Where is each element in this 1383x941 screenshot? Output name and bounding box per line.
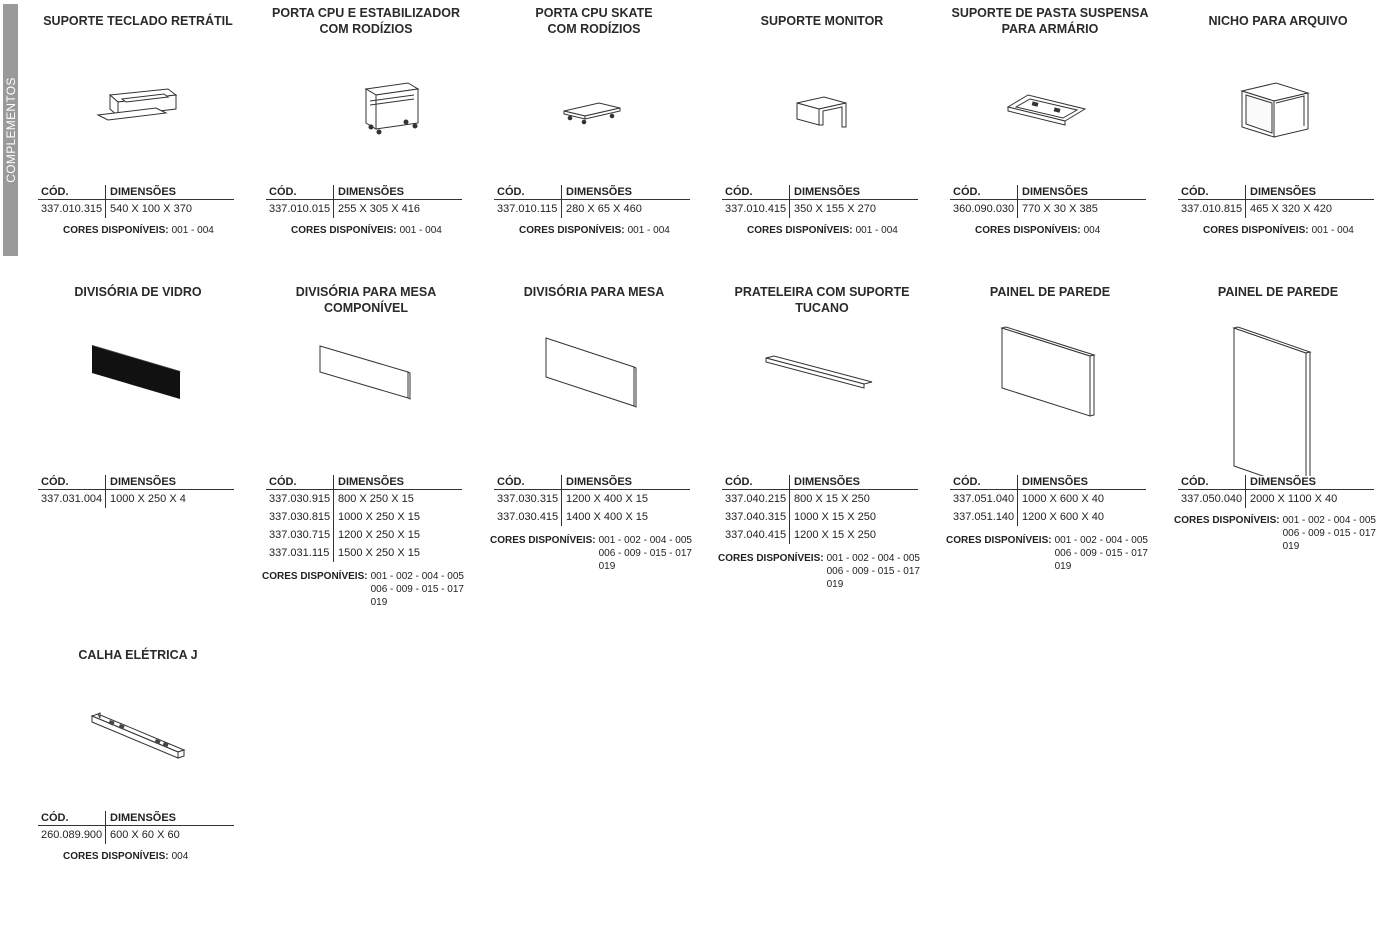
- product-dimensions: 1000 X 600 X 40: [1022, 493, 1104, 505]
- product-title-line: SUPORTE MONITOR: [760, 14, 884, 28]
- product-title: [484, 284, 704, 300]
- product-card: [38, 5, 238, 315]
- colors-label: CORES DISPONÍVEIS:: [63, 225, 169, 236]
- product-title-line: DIVISÓRIA PARA MESA: [523, 285, 665, 299]
- colors-line: 019: [598, 561, 616, 572]
- product-illustration: [722, 316, 922, 426]
- product-code: 337.040.415: [722, 526, 790, 544]
- product-title: [256, 284, 476, 316]
- dimensions-header: DIMENSÕES: [566, 476, 633, 488]
- colors-values: [827, 552, 920, 591]
- product-dimensions: 1000 X 250 X 15: [338, 511, 420, 523]
- colors-label: CORES DISPONÍVEIS:: [63, 851, 169, 862]
- colors-line: 001 - 004: [627, 225, 670, 236]
- product-card: [38, 639, 238, 941]
- product-dimensions: 1200 X 400 X 15: [566, 493, 648, 505]
- product-card: [1174, 276, 1378, 605]
- spec-table: [950, 185, 1146, 218]
- available-colors: [1174, 514, 1376, 553]
- spec-table: [38, 475, 234, 508]
- dimensions-header: DIMENSÕES: [1022, 186, 1089, 198]
- colors-line: 001 - 004: [1311, 225, 1354, 236]
- colors-label: CORES DISPONÍVEIS:: [519, 225, 625, 236]
- product-card: [718, 276, 922, 605]
- product-card: [722, 5, 922, 315]
- available-colors: [63, 850, 188, 863]
- product-card: [950, 5, 1150, 315]
- product-code: 337.031.004: [38, 490, 106, 508]
- colors-line: 001 - 002 - 004 - 005: [370, 571, 464, 582]
- spec-table-header: [494, 185, 690, 200]
- product-dimensions: 800 X 250 X 15: [338, 493, 414, 505]
- spec-table: [722, 475, 918, 544]
- product-dimensions: 1000 X 15 X 250: [794, 511, 876, 523]
- product-title: [940, 5, 1160, 37]
- dimensions-header: DIMENSÕES: [110, 812, 177, 824]
- spec-table: [38, 185, 234, 218]
- code-header: CÓD.: [722, 185, 790, 199]
- spec-table-header: [38, 185, 234, 200]
- dimensions-header: DIMENSÕES: [794, 476, 861, 488]
- colors-label: CORES DISPONÍVEIS:: [718, 553, 824, 564]
- product-title-line: DIVISÓRIA DE VIDRO: [74, 285, 202, 299]
- spec-table: [266, 185, 462, 218]
- colors-line: 001 - 002 - 004 - 005: [1054, 535, 1148, 546]
- product-dimensions: 2000 X 1100 X 40: [1250, 493, 1338, 505]
- product-dimensions: 255 X 305 X 416: [338, 203, 420, 215]
- product-title-line: SUPORTE DE PASTA SUSPENSA: [951, 6, 1149, 20]
- available-colors: [291, 224, 442, 237]
- dimensions-header: DIMENSÕES: [110, 186, 177, 198]
- product-code: 360.090.030: [950, 200, 1018, 218]
- product-code: 337.030.315: [494, 490, 562, 508]
- dimensions-header: DIMENSÕES: [794, 186, 861, 198]
- product-title: [28, 13, 248, 29]
- product-illustration: [950, 316, 1150, 426]
- product-dimensions: 1200 X 600 X 40: [1022, 511, 1104, 523]
- colors-line: 006 - 009 - 015 - 017: [826, 566, 920, 577]
- available-colors: [718, 552, 920, 591]
- colors-values: [1283, 514, 1376, 553]
- product-code: 337.030.915: [266, 490, 334, 508]
- code-header: CÓD.: [494, 475, 562, 489]
- product-code: 337.040.315: [722, 508, 790, 526]
- section-label: COMPLEMENTOS: [3, 77, 18, 183]
- product-dimensions: 465 X 320 X 420: [1250, 203, 1332, 215]
- product-card: [1178, 5, 1378, 315]
- product-title: [256, 5, 476, 37]
- colors-label: CORES DISPONÍVEIS:: [1174, 515, 1280, 526]
- colors-label: CORES DISPONÍVEIS:: [946, 535, 1052, 546]
- spec-table: [1178, 185, 1374, 218]
- spec-table-header: [266, 475, 462, 490]
- table-row: [722, 526, 918, 544]
- code-header: CÓD.: [950, 475, 1018, 489]
- product-title-line: COM RODÍZIOS: [319, 22, 413, 36]
- spec-table-header: [1178, 185, 1374, 200]
- product-dimensions: 770 X 30 X 385: [1022, 203, 1098, 215]
- product-illustration: [950, 45, 1150, 155]
- table-row: [494, 490, 690, 508]
- product-illustration: [722, 45, 922, 155]
- table-row: [950, 490, 1146, 508]
- product-code: 337.010.815: [1178, 200, 1246, 218]
- colors-values: [400, 224, 442, 237]
- table-row: [38, 200, 234, 218]
- colors-values: [172, 850, 189, 863]
- product-code: 337.010.115: [494, 200, 562, 218]
- product-code: 337.010.415: [722, 200, 790, 218]
- dimensions-header: DIMENSÕES: [338, 186, 405, 198]
- table-row: [950, 508, 1146, 526]
- product-illustration: [266, 45, 466, 155]
- spec-table-header: [950, 185, 1146, 200]
- product-dimensions: 1200 X 250 X 15: [338, 529, 420, 541]
- code-header: CÓD.: [950, 185, 1018, 199]
- colors-label: CORES DISPONÍVEIS:: [262, 571, 368, 582]
- product-title-line: COM RODÍZIOS: [547, 22, 641, 36]
- product-title-line: CALHA ELÉTRICA J: [78, 648, 198, 662]
- product-code: 337.010.315: [38, 200, 106, 218]
- available-colors: [747, 224, 898, 237]
- product-code: 337.030.415: [494, 508, 562, 526]
- colors-values: [1084, 224, 1101, 237]
- colors-line: 001 - 002 - 004 - 005: [1282, 515, 1376, 526]
- code-header: CÓD.: [38, 811, 106, 825]
- product-title: [28, 647, 248, 663]
- colors-line: 019: [370, 597, 388, 608]
- product-title-line: PORTA CPU SKATE: [535, 6, 653, 20]
- code-header: CÓD.: [722, 475, 790, 489]
- product-code: 337.030.815: [266, 508, 334, 526]
- available-colors: [63, 224, 214, 237]
- table-row: [722, 200, 918, 218]
- spec-table: [1178, 475, 1374, 508]
- product-illustration: [1178, 45, 1378, 155]
- available-colors: [262, 570, 464, 609]
- product-code: 337.031.115: [266, 544, 334, 562]
- product-title-line: DIVISÓRIA PARA MESA COMPONÍVEL: [295, 285, 437, 315]
- product-code: 337.040.215: [722, 490, 790, 508]
- table-row: [266, 508, 462, 526]
- spec-table: [494, 185, 690, 218]
- colors-line: 006 - 009 - 015 - 017: [370, 584, 464, 595]
- table-row: [266, 544, 462, 562]
- product-illustration: [494, 45, 694, 155]
- product-card: [266, 5, 466, 315]
- product-title: [712, 13, 932, 29]
- table-row: [38, 826, 234, 844]
- dimensions-header: DIMENSÕES: [1022, 476, 1089, 488]
- product-illustration: [38, 316, 238, 426]
- product-title-line: PRATELEIRA COM SUPORTE TUCANO: [734, 285, 910, 315]
- colors-line: 001 - 004: [171, 225, 214, 236]
- product-code: 337.030.715: [266, 526, 334, 544]
- product-card: [262, 276, 466, 608]
- product-dimensions: 1500 X 250 X 15: [338, 547, 420, 559]
- product-title: [1168, 284, 1383, 300]
- product-title-line: PAINEL DE PAREDE: [1217, 285, 1339, 299]
- colors-values: [856, 224, 898, 237]
- product-dimensions: 1400 X 400 X 15: [566, 511, 648, 523]
- spec-table-header: [950, 475, 1146, 490]
- colors-label: CORES DISPONÍVEIS:: [490, 535, 596, 546]
- product-code: 337.051.140: [950, 508, 1018, 526]
- product-illustration: [266, 316, 466, 426]
- product-title-line: PORTA CPU E ESTABILIZADOR: [272, 6, 460, 20]
- dimensions-header: DIMENSÕES: [1250, 476, 1317, 488]
- product-title-line: PAINEL DE PAREDE: [989, 285, 1111, 299]
- spec-table: [38, 811, 234, 844]
- code-header: CÓD.: [266, 475, 334, 489]
- colors-values: [1312, 224, 1354, 237]
- colors-values: [371, 570, 464, 609]
- table-row: [1178, 200, 1374, 218]
- colors-line: 019: [1054, 561, 1072, 572]
- colors-line: 006 - 009 - 015 - 017: [1282, 528, 1376, 539]
- spec-table: [950, 475, 1146, 526]
- product-dimensions: 600 X 60 X 60: [110, 829, 180, 841]
- product-dimensions: 540 X 100 X 370: [110, 203, 192, 215]
- colors-label: CORES DISPONÍVEIS:: [975, 225, 1081, 236]
- product-card: [490, 276, 694, 605]
- product-dimensions: 350 X 155 X 270: [794, 203, 876, 215]
- spec-table-header: [722, 185, 918, 200]
- product-illustration: [38, 45, 238, 155]
- table-row: [494, 508, 690, 526]
- table-row: [950, 200, 1146, 218]
- product-title: [940, 284, 1160, 300]
- colors-line: 001 - 002 - 004 - 005: [598, 535, 692, 546]
- spec-table: [266, 475, 462, 562]
- colors-line: 019: [826, 579, 844, 590]
- code-header: CÓD.: [1178, 185, 1246, 199]
- colors-line: 019: [1282, 541, 1300, 552]
- colors-values: [599, 534, 692, 573]
- table-row: [1178, 490, 1374, 508]
- table-row: [722, 508, 918, 526]
- code-header: CÓD.: [38, 185, 106, 199]
- spec-table-header: [38, 475, 234, 490]
- available-colors: [1203, 224, 1354, 237]
- colors-line: 001 - 002 - 004 - 005: [826, 553, 920, 564]
- product-illustration: [1178, 316, 1378, 426]
- product-dimensions: 280 X 65 X 460: [566, 203, 642, 215]
- colors-line: 006 - 009 - 015 - 017: [598, 548, 692, 559]
- spec-table: [722, 185, 918, 218]
- product-title-line: NICHO PARA ARQUIVO: [1208, 14, 1348, 28]
- colors-line: 004: [171, 851, 189, 862]
- product-title-line: PARA ARMÁRIO: [1001, 22, 1099, 36]
- product-title-line: SUPORTE TECLADO RETRÁTIL: [43, 14, 233, 28]
- code-header: CÓD.: [266, 185, 334, 199]
- dimensions-header: DIMENSÕES: [1250, 186, 1317, 198]
- product-title: [712, 284, 932, 316]
- table-row: [266, 490, 462, 508]
- spec-table: [494, 475, 690, 526]
- colors-line: 001 - 004: [399, 225, 442, 236]
- available-colors: [975, 224, 1100, 237]
- product-illustration: [38, 679, 238, 789]
- product-dimensions: 800 X 15 X 250: [794, 493, 870, 505]
- colors-label: CORES DISPONÍVEIS:: [747, 225, 853, 236]
- product-title: [1168, 13, 1383, 29]
- product-title: [28, 284, 248, 300]
- colors-label: CORES DISPONÍVEIS:: [291, 225, 397, 236]
- available-colors: [519, 224, 670, 237]
- product-card: [38, 276, 238, 605]
- product-code: 337.010.015: [266, 200, 334, 218]
- section-tab: [3, 4, 18, 256]
- colors-values: [1055, 534, 1148, 573]
- product-title: [484, 5, 704, 37]
- code-header: CÓD.: [38, 475, 106, 489]
- product-code: 337.051.040: [950, 490, 1018, 508]
- table-row: [722, 490, 918, 508]
- available-colors: [490, 534, 692, 573]
- table-row: [494, 200, 690, 218]
- product-card: [494, 5, 694, 315]
- colors-values: [628, 224, 670, 237]
- spec-table-header: [494, 475, 690, 490]
- spec-table-header: [266, 185, 462, 200]
- product-illustration: [494, 316, 694, 426]
- dimensions-header: DIMENSÕES: [566, 186, 633, 198]
- product-card: [946, 276, 1150, 605]
- code-header: CÓD.: [494, 185, 562, 199]
- colors-values: [172, 224, 214, 237]
- available-colors: [946, 534, 1148, 573]
- colors-line: 006 - 009 - 015 - 017: [1054, 548, 1148, 559]
- dimensions-header: DIMENSÕES: [338, 476, 405, 488]
- product-code: 260.089.900: [38, 826, 106, 844]
- table-row: [38, 490, 234, 508]
- dimensions-header: DIMENSÕES: [110, 476, 177, 488]
- product-dimensions: 1200 X 15 X 250: [794, 529, 876, 541]
- code-header: CÓD.: [1178, 475, 1246, 489]
- table-row: [266, 200, 462, 218]
- spec-table-header: [1178, 475, 1374, 490]
- table-row: [266, 526, 462, 544]
- spec-table-header: [722, 475, 918, 490]
- colors-line: 004: [1083, 225, 1101, 236]
- product-code: 337.050.040: [1178, 490, 1246, 508]
- colors-line: 001 - 004: [855, 225, 898, 236]
- product-dimensions: 1000 X 250 X 4: [110, 493, 186, 505]
- spec-table-header: [38, 811, 234, 826]
- colors-label: CORES DISPONÍVEIS:: [1203, 225, 1309, 236]
